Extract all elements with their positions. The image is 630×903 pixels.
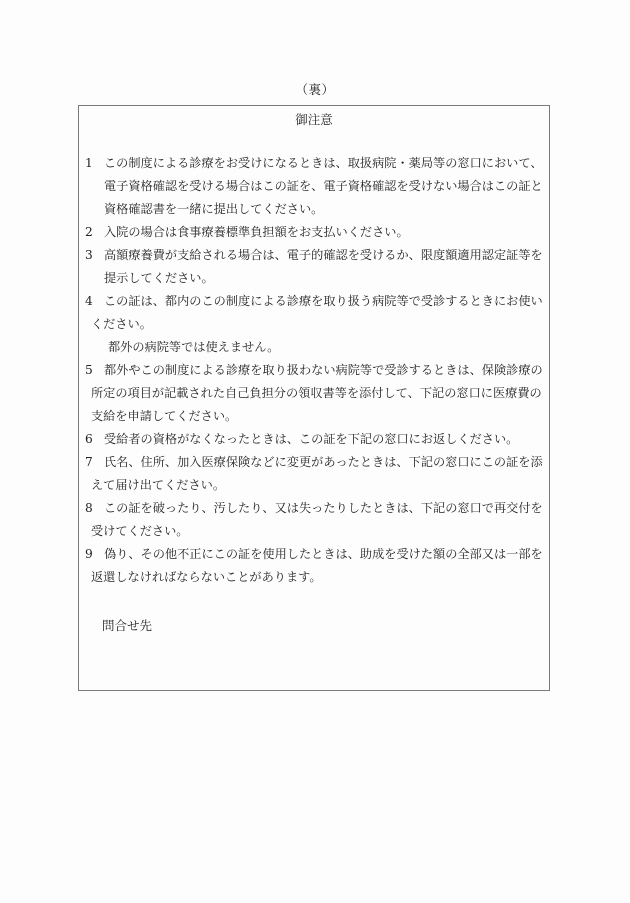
note-number: 8 xyxy=(85,501,93,515)
note-item-1 xyxy=(79,152,549,221)
note-text: ください。 xyxy=(91,317,152,331)
note-item-7 xyxy=(79,451,549,497)
note-text: 氏名、住所、加入医療保険などに変更があったときは、下記の窓口にこの証を添 xyxy=(104,455,543,469)
note-number: 6 xyxy=(85,432,93,446)
note-number: 2 xyxy=(85,225,93,239)
note-text: 受給者の資格がなくなったときは、この証を下記の窓口にお返しください。 xyxy=(104,432,519,446)
back-side-label: （裏） xyxy=(295,82,335,97)
note-text: えて届け出てください。 xyxy=(91,478,226,492)
notes-list xyxy=(79,152,549,589)
note-number: 1 xyxy=(85,156,93,170)
note-item-5 xyxy=(79,359,549,428)
note-text: この証は、都内のこの制度による診療を取り扱う病院等で受診するときにお使い xyxy=(104,294,543,308)
note-text: 入院の場合は食事療養標準負担額をお支払いください。 xyxy=(104,225,409,239)
notice-box xyxy=(78,105,550,691)
note-text: 所定の項目が記載された自己負担分の領収書等を添付して、下記の窓口に医療費の xyxy=(91,386,542,400)
note-sub-text: 都外の病院等では使えません。 xyxy=(108,340,280,354)
note-item-2 xyxy=(79,221,549,244)
note-text: 電子資格確認を受ける場合はこの証を、電子資格確認を受けない場合はこの証と xyxy=(104,179,543,193)
note-item-3 xyxy=(79,244,549,290)
note-number: 3 xyxy=(85,248,93,262)
note-text: 偽り、その他不正にこの証を使用したときは、助成を受けた額の全部又は一部を xyxy=(104,547,543,561)
note-text: 都外やこの制度による診療を取り扱わない病院等で受診するときは、保険診療の xyxy=(104,363,543,377)
note-item-6 xyxy=(79,428,549,451)
note-text: 返還しなければならないことがあります。 xyxy=(91,570,322,584)
note-text: 高額療養費が支給される場合は、電子的確認を受けるか、限度額適用認定証等を xyxy=(104,248,543,262)
note-item-8 xyxy=(79,497,549,543)
note-item-4 xyxy=(79,290,549,359)
note-number: 9 xyxy=(85,547,93,561)
note-item-9 xyxy=(79,543,549,589)
note-text: この証を破ったり、汚したり、又は失ったりしたときは、下記の窓口で再交付を xyxy=(104,501,543,515)
note-text: 受けてください。 xyxy=(91,524,189,538)
note-text: この制度による診療をお受けになるときは、取扱病院・薬局等の窓口において、 xyxy=(104,156,543,170)
contact-label: 問合せ先 xyxy=(102,618,153,633)
note-text: 提示してください。 xyxy=(104,271,214,285)
note-number: 4 xyxy=(85,294,93,308)
note-number: 7 xyxy=(85,455,93,469)
note-text: 資格確認書を一緒に提出してください。 xyxy=(104,202,324,216)
notice-title: 御注意 xyxy=(295,112,333,127)
note-number: 5 xyxy=(85,363,93,377)
note-text: 支給を申請してください。 xyxy=(91,409,238,423)
